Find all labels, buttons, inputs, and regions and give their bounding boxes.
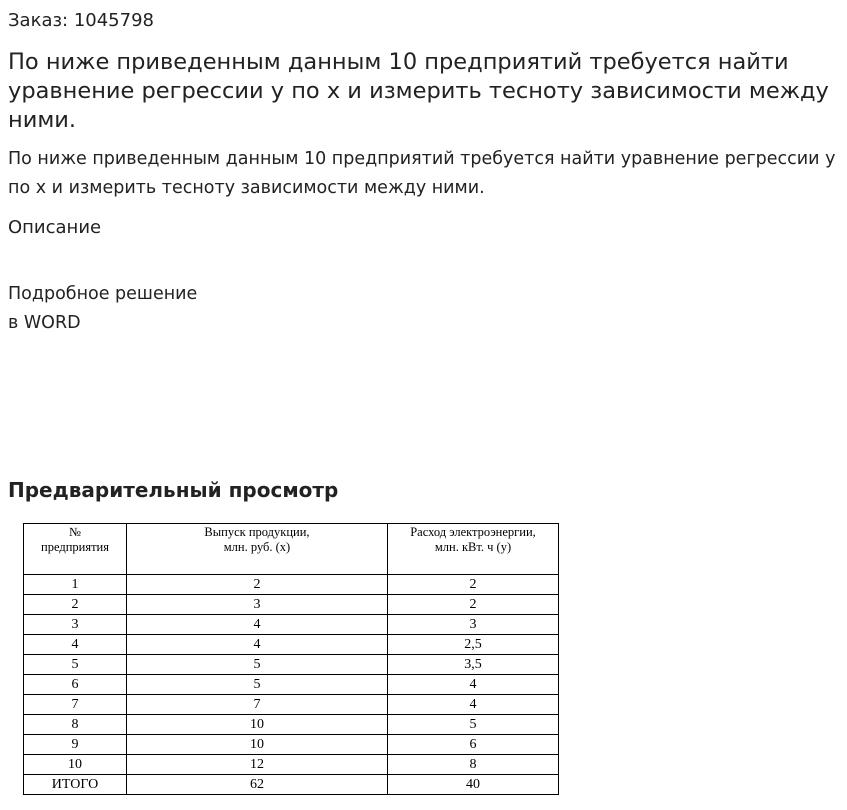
cell-enterprise: 4: [24, 635, 127, 655]
cell-enterprise: 5: [24, 655, 127, 675]
cell-x: 5: [127, 655, 388, 675]
cell-x: 3: [127, 595, 388, 615]
header-enterprise-number: № предприятия: [24, 524, 127, 575]
table-row: [24, 575, 559, 595]
cell-y: 8: [388, 755, 559, 775]
table-header-row: [24, 524, 559, 575]
table-row: [24, 595, 559, 615]
cell-y: 2: [388, 595, 559, 615]
cell-y: 5: [388, 715, 559, 735]
cell-y: 2: [388, 575, 559, 595]
cell-x: 10: [127, 715, 388, 735]
cell-enterprise: 10: [24, 755, 127, 775]
table-total-row: [24, 775, 559, 795]
table-row: [24, 615, 559, 635]
header-output-x: Выпуск продукции, млн. руб. (x): [127, 524, 388, 575]
cell-total-label: ИТОГО: [24, 775, 127, 795]
solution-line-2: в WORD: [8, 313, 81, 333]
cell-x: 7: [127, 695, 388, 715]
preview-table: [23, 523, 559, 795]
cell-x: 10: [127, 735, 388, 755]
order-number: Заказ: 1045798: [8, 10, 154, 31]
task-description: По ниже приведенным данным 10 предприятий требуется найти уравнение регрессии y по x и измерить тесноту зависимости между ними.: [8, 149, 836, 198]
cell-enterprise: 2: [24, 595, 127, 615]
solution-note: [8, 280, 197, 338]
page-title: По ниже приведенным данным 10 предприятий требуется найти уравнение регрессии y по x и измерить тесноту зависимости между ними.: [8, 49, 829, 133]
cell-enterprise: 1: [24, 575, 127, 595]
cell-x: 12: [127, 755, 388, 775]
cell-x: 4: [127, 635, 388, 655]
cell-total-x: 62: [127, 775, 388, 795]
cell-y: 6: [388, 735, 559, 755]
description-label: Описание: [8, 217, 102, 238]
table-row: [24, 635, 559, 655]
table-row: [24, 655, 559, 675]
table-row: [24, 675, 559, 695]
cell-enterprise: 3: [24, 615, 127, 635]
table-row: [24, 755, 559, 775]
cell-x: 5: [127, 675, 388, 695]
cell-y: 4: [388, 695, 559, 715]
cell-y: 3: [388, 615, 559, 635]
cell-x: 4: [127, 615, 388, 635]
cell-enterprise: 9: [24, 735, 127, 755]
table-row: [24, 695, 559, 715]
cell-x: 2: [127, 575, 388, 595]
cell-enterprise: 6: [24, 675, 127, 695]
cell-total-y: 40: [388, 775, 559, 795]
cell-y: 4: [388, 675, 559, 695]
cell-y: 3,5: [388, 655, 559, 675]
header-electricity-y: Расход электроэнергии, млн. кВт. ч (y): [388, 524, 559, 575]
preview-heading: Предварительный просмотр: [8, 478, 339, 502]
cell-y: 2,5: [388, 635, 559, 655]
table-row: [24, 715, 559, 735]
cell-enterprise: 7: [24, 695, 127, 715]
table-row: [24, 735, 559, 755]
solution-line-1: Подробное решение: [8, 284, 198, 304]
cell-enterprise: 8: [24, 715, 127, 735]
